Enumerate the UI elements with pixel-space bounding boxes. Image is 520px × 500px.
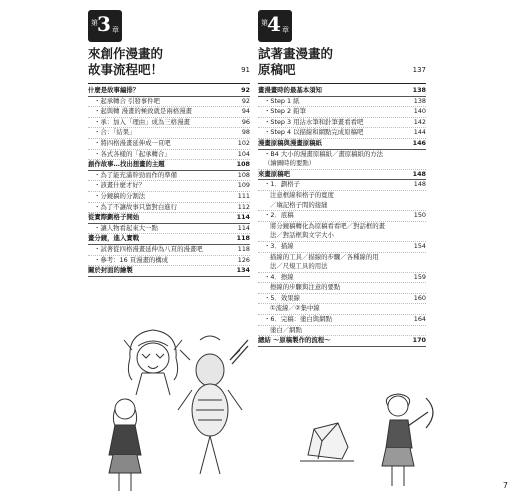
- toc-entries: [88, 86, 250, 277]
- toc-entry-row: [258, 273, 426, 284]
- toc-entry-page: 126: [237, 255, 250, 264]
- chapter-number: 3: [97, 12, 111, 36]
- divider: [88, 83, 250, 84]
- toc-entry-page: 148: [412, 169, 426, 178]
- toc-entry-text: ①流線／②集中線: [270, 304, 320, 313]
- toc-entry-row: [88, 150, 250, 161]
- chapter-title-line2: 原稿吧: [258, 62, 296, 77]
- toc-entry-text: ・為了不讓故事只靠對白進行: [94, 202, 178, 211]
- toc-entry-text: ／塡記格子間的接縫: [270, 200, 328, 209]
- toc-entry-row: [258, 283, 426, 294]
- toc-entry-text: 擦線的步驟與注意的要點: [270, 283, 341, 292]
- toc-entry-text: ・各式各樣的「起承轉合」: [94, 149, 171, 158]
- badge-prefix: 第: [261, 19, 268, 27]
- toc-entry-page: 94: [241, 107, 250, 116]
- toc-entries: [258, 86, 426, 347]
- toc-entry-page: 146: [412, 138, 426, 147]
- toc-entry-page: 118: [237, 244, 250, 253]
- toc-entry-row: [258, 118, 426, 129]
- toc-entry-row: [88, 171, 250, 182]
- toc-entry-text: 總結 ～原稿製作的流程～: [258, 336, 331, 345]
- toc-section-row: [258, 170, 426, 181]
- toc-entry-row: [258, 253, 426, 263]
- toc-entry-page: 114: [236, 213, 250, 222]
- toc-entry-text: ・3．描線: [264, 241, 294, 250]
- toc-entry-page: 92: [241, 86, 250, 94]
- toc-entry-row: [258, 211, 426, 222]
- toc-entry-page: 111: [237, 191, 250, 200]
- toc-entry-row: [88, 224, 250, 235]
- toc-entry-row: [88, 192, 250, 203]
- toc-entry-row: [88, 139, 250, 150]
- toc-section-row: [88, 86, 250, 97]
- toc-entry-page: 96: [241, 117, 250, 126]
- toc-entry-text: ・合：「結果」: [94, 128, 136, 137]
- toc-entry-text: ・B4 大小的漫畫原稿紙／畫原稿紙的方法: [264, 149, 384, 158]
- schoolgirl-illustration: [95, 395, 155, 495]
- toc-entry-row: [258, 97, 426, 108]
- chapter-title-line1: 來創作漫畫的: [88, 46, 164, 61]
- toc-entry-page: 109: [237, 181, 250, 190]
- toc-entry-text: ・試著從四格漫畫延伸為八頁的漫畫吧: [94, 244, 203, 253]
- chapter-title-line1: 試著畫漫畫的: [258, 46, 334, 61]
- toc-entry-row: [258, 315, 426, 326]
- toc-entry-text: 關於封面的繪製: [88, 266, 133, 275]
- toc-entry-row: [88, 97, 250, 108]
- toc-entry-text: ・起承轉合 引發事件吧: [94, 96, 160, 105]
- toc-entry-page: 134: [236, 266, 250, 275]
- toc-entry-text: 法／對話框與文字大小: [270, 231, 334, 240]
- toc-entry-row: [88, 118, 250, 129]
- toc-entry-text: ・承：加入「理由」成為三格漫畫: [94, 117, 190, 126]
- toc-entry-page: 98: [241, 128, 250, 137]
- toc-entry-text: 漫畫原稿與漫畫原稿紙: [258, 138, 322, 147]
- toc-entry-text: ・6．完稿：塗白與網點: [264, 315, 332, 324]
- toc-entry-page: 138: [412, 86, 426, 94]
- toc-entry-text: 從實際劃格子開始: [88, 213, 140, 222]
- toc-entry-row: [258, 201, 426, 212]
- toc-entry-text: ・該畫什麼才好？: [94, 181, 146, 190]
- chapter-title-line2: 故事流程吧！: [88, 62, 164, 77]
- toc-entry-text: ・分鏡稿的分割法: [94, 191, 146, 200]
- toc-section-row: [258, 86, 426, 97]
- chapter-badge: [258, 10, 292, 42]
- toc-section-row: [88, 234, 250, 245]
- toc-entry-text: 塗白／網點: [270, 325, 302, 334]
- toc-entry-row: [258, 326, 426, 337]
- chapter-page: 137: [412, 66, 426, 74]
- toc-entry-page: 92: [241, 96, 250, 105]
- toc-entry-page: 140: [413, 107, 426, 116]
- toc-entry-text: 注意框線和格子的寬度: [270, 190, 334, 199]
- toc-entry-row: [88, 128, 250, 139]
- toc-entry-row: [258, 159, 426, 170]
- chapter-3-toc: [88, 10, 250, 277]
- toc-entry-page: 102: [237, 138, 250, 147]
- toc-entry-page: 138: [413, 96, 426, 105]
- toc-entry-text: 畫漫畫時的最基本須知: [258, 86, 322, 94]
- toc-entry-page: 118: [236, 234, 250, 243]
- toc-entry-row: [258, 304, 426, 315]
- toc-entry-page: 142: [413, 117, 426, 126]
- toc-entry-row: [258, 150, 426, 160]
- toc-entry-text: ・參考：16 頁漫畫的構成: [94, 255, 169, 264]
- toc-entry-row: [258, 191, 426, 201]
- toc-entry-row: [88, 107, 250, 118]
- toc-entry-text: ・將四格漫畫延伸成一頁吧: [94, 138, 171, 147]
- toc-entry-text: ・1．劃格子: [264, 180, 301, 189]
- toc-entry-row: [258, 262, 426, 273]
- toc-entry-page: 114: [237, 223, 250, 232]
- badge-suffix: 章: [112, 26, 119, 34]
- rock-illustration: [298, 415, 356, 465]
- toc-section-row: [258, 139, 426, 150]
- chapter-badge: [88, 10, 122, 42]
- chapter-number: 4: [267, 12, 281, 36]
- toc-entry-row: [258, 231, 426, 242]
- toc-entry-text: ・2．底稿: [264, 211, 294, 220]
- toc-entry-page: 148: [413, 180, 426, 189]
- toc-entry-text: 來畫原稿吧: [258, 169, 290, 178]
- badge-prefix: 第: [91, 19, 98, 27]
- toc-entry-row: [258, 128, 426, 139]
- toc-entry-page: 154: [413, 241, 426, 250]
- toc-entry-text: ・5．效果線: [264, 293, 301, 302]
- toc-entry-text: ・Step 2 鉛筆: [264, 107, 306, 116]
- toc-entry-text: ・Step 3 用沾水筆和針筆畫看看吧: [264, 117, 364, 126]
- toc-section-row: [88, 160, 250, 171]
- toc-entry-text: 描線的工具／描線的步驟／各種線的用: [270, 252, 379, 261]
- toc-entry-row: [258, 222, 426, 232]
- chapter-page: 91: [241, 66, 250, 74]
- toc-section-row: [88, 213, 250, 224]
- toc-entry-row: [88, 245, 250, 256]
- toc-section-row: [88, 266, 250, 277]
- toc-entry-page: 164: [413, 315, 426, 324]
- toc-entry-page: 160: [413, 293, 426, 302]
- chapter-title: [88, 46, 250, 78]
- badge-suffix: 章: [282, 26, 289, 34]
- toc-section-row: [258, 336, 426, 347]
- toc-entry-page: 108: [236, 160, 250, 169]
- toc-entry-text: ・Step 1 紙: [264, 96, 300, 105]
- toc-entry-row: [258, 180, 426, 191]
- toc-entry-text: ・4．擦線: [264, 272, 294, 281]
- monster-illustration: [170, 330, 250, 480]
- toc-entry-text: 什麼是故事編排？: [88, 86, 140, 94]
- toc-entry-row: [88, 203, 250, 214]
- toc-entry-row: [88, 181, 250, 192]
- toc-entry-page: 112: [237, 202, 250, 211]
- toc-entry-text: （繪圖時的要點）: [264, 159, 316, 168]
- toc-entry-page: 170: [412, 336, 426, 345]
- toc-entry-row: [258, 294, 426, 305]
- toc-entry-page: 144: [413, 128, 426, 137]
- toc-entry-text: 畫分鏡，進入實戰: [88, 234, 140, 243]
- toc-entry-text: 創作故事…找出想畫的主題: [88, 160, 165, 169]
- toc-entry-page: 108: [237, 170, 250, 179]
- archer-girl-illustration: [368, 390, 440, 490]
- toc-entry-text: ・起與轉 漫畫的極致就是兩格漫畫: [94, 107, 192, 116]
- toc-entry-text: ・為了能充滿幹勁而作的準備: [94, 170, 178, 179]
- toc-entry-text: 將分鏡稿轉化為原稿看看吧／對話框的畫: [270, 221, 386, 230]
- toc-entry-text: 法／尺規工具的用法: [270, 262, 328, 271]
- chapter-4-toc: [258, 10, 426, 347]
- toc-entry-row: [258, 242, 426, 253]
- chapter-title: [258, 46, 426, 78]
- toc-entry-text: ・Step 4 以描線和網點完成原稿吧: [264, 128, 364, 137]
- toc-entry-page: 150: [413, 211, 426, 220]
- divider: [258, 83, 426, 84]
- toc-entry-row: [258, 107, 426, 118]
- toc-entry-text: ・讓人物看起來大一點: [94, 223, 158, 232]
- toc-entry-page: 159: [413, 272, 426, 281]
- toc-entry-row: [88, 256, 250, 267]
- toc-entry-page: 104: [237, 149, 250, 158]
- page-number: 7: [502, 481, 508, 490]
